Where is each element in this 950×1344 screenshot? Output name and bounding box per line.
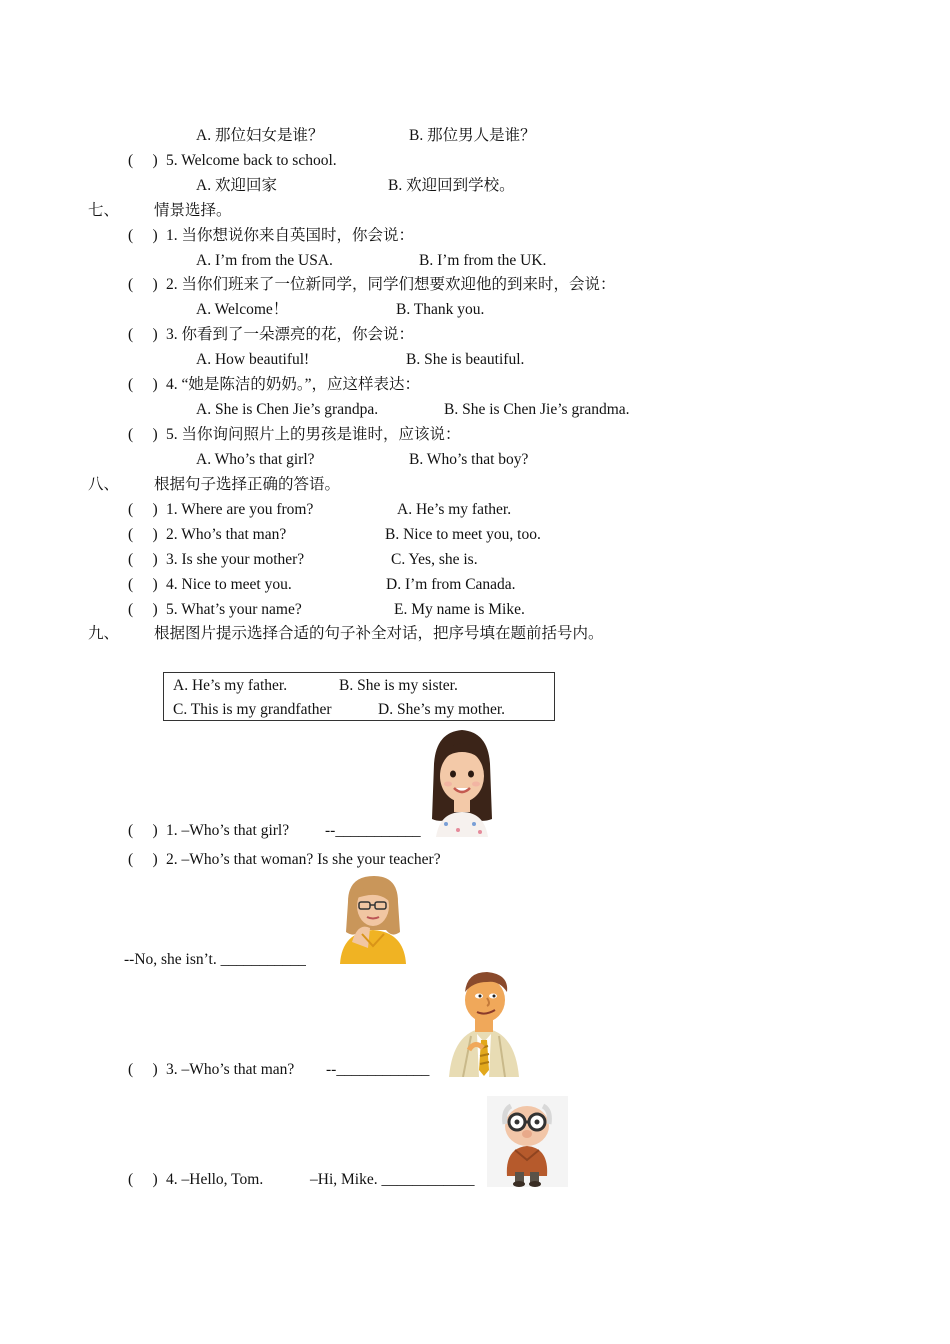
- answer-paren[interactable]: ( ): [128, 227, 158, 244]
- section-title: 根据句子选择正确的答语。: [154, 476, 341, 493]
- question-text: 1. 当你想说你来自英国时，你会说：: [166, 227, 415, 244]
- answer-paren[interactable]: ( ): [128, 1171, 158, 1188]
- woman-teacher-photo: [334, 872, 412, 964]
- question-text: 5. What’s your name?: [166, 601, 302, 618]
- dialog-reply: --No, she isn’t. ___________: [124, 951, 306, 968]
- option-b: B. She is Chen Jie’s grandma.: [444, 401, 630, 418]
- question-text: 3. –Who’s that man?: [166, 1061, 295, 1078]
- option-b: B. Who’s that boy?: [409, 451, 529, 468]
- option-b: B. 欢迎回到学校。: [388, 177, 515, 194]
- section-number: 九、: [88, 625, 120, 642]
- option-b: B. I’m from the UK.: [419, 252, 547, 269]
- answer-paren[interactable]: ( ): [128, 576, 158, 593]
- option-a: A. Who’s that girl?: [196, 451, 315, 468]
- question-text: 4. “她是陈洁的奶奶。”，应这样表达：: [166, 376, 421, 393]
- option-a: A. I’m from the USA.: [196, 252, 333, 269]
- question-text: 4. Nice to meet you.: [166, 576, 292, 593]
- question-text: 2. –Who’s that woman? Is she your teacher?: [166, 851, 441, 868]
- answer-paren[interactable]: ( ): [128, 601, 158, 618]
- answer-paren[interactable]: ( ): [128, 1061, 158, 1078]
- answer-paren[interactable]: ( ): [128, 501, 158, 518]
- question-text: 1. –Who’s that girl?: [166, 822, 290, 839]
- section-title: 根据图片提示选择合适的句子补全对话，把序号填在题前括号内。: [154, 625, 604, 642]
- question-text: 2. Who’s that man?: [166, 526, 287, 543]
- box-choice-c: C. This is my grandfather: [173, 701, 332, 718]
- question-text: 5. Welcome back to school.: [166, 152, 337, 169]
- answer-paren[interactable]: ( ): [128, 551, 158, 568]
- answer-choice: D. I’m from Canada.: [386, 576, 516, 593]
- option-b: B. She is beautiful.: [406, 351, 525, 368]
- answer-paren[interactable]: ( ): [128, 851, 158, 868]
- question-text: 4. –Hello, Tom.: [166, 1171, 264, 1188]
- question-text: 5. 当你询问照片上的男孩是谁时，应该说：: [166, 426, 461, 443]
- option-a: A. She is Chen Jie’s grandpa.: [196, 401, 379, 418]
- box-choice-d: D. She’s my mother.: [378, 701, 506, 718]
- answer-paren[interactable]: ( ): [128, 376, 158, 393]
- answer-choice: C. Yes, she is.: [391, 551, 478, 568]
- answer-paren[interactable]: ( ): [128, 822, 158, 839]
- q4-option-a: A. 那位妇女是谁？: [196, 127, 324, 144]
- section-title: 情景选择。: [154, 202, 232, 219]
- answer-choice: A. He’s my father.: [397, 501, 512, 518]
- answer-paren[interactable]: ( ): [128, 426, 158, 443]
- question-text: 2. 当你们班来了一位新同学，同学们想要欢迎他的到来时，会说：: [166, 276, 616, 293]
- man-cartoon: [443, 970, 525, 1077]
- question-text: 1. Where are you from?: [166, 501, 314, 518]
- answer-choice: B. Nice to meet you, too.: [385, 526, 541, 543]
- answer-blank[interactable]: --___________: [325, 822, 421, 839]
- answer-paren[interactable]: ( ): [128, 326, 158, 343]
- dialog-reply: –Hi, Mike. ____________: [310, 1171, 475, 1188]
- answer-blank[interactable]: --____________: [326, 1061, 430, 1078]
- answer-paren[interactable]: ( ): [128, 152, 158, 169]
- question-text: 3. Is she your mother?: [166, 551, 305, 568]
- box-choice-a: A. He’s my father.: [173, 677, 288, 694]
- option-a: A. Welcome！: [196, 301, 289, 318]
- answer-choice: E. My name is Mike.: [394, 601, 525, 618]
- section-number: 七、: [88, 202, 120, 219]
- girl-photo: [428, 724, 496, 837]
- option-a: A. 欢迎回家: [196, 177, 277, 194]
- box-choice-b: B. She is my sister.: [339, 677, 458, 694]
- section-number: 八、: [88, 476, 120, 493]
- answer-paren[interactable]: ( ): [128, 526, 158, 543]
- answer-paren[interactable]: ( ): [128, 276, 158, 293]
- grandfather-cartoon: [487, 1096, 568, 1187]
- option-a: A. How beautiful!: [196, 351, 310, 368]
- option-b: B. Thank you.: [396, 301, 485, 318]
- question-text: 3. 你看到了一朵漂亮的花，你会说：: [166, 326, 415, 343]
- q4-option-b: B. 那位男人是谁？: [409, 127, 536, 144]
